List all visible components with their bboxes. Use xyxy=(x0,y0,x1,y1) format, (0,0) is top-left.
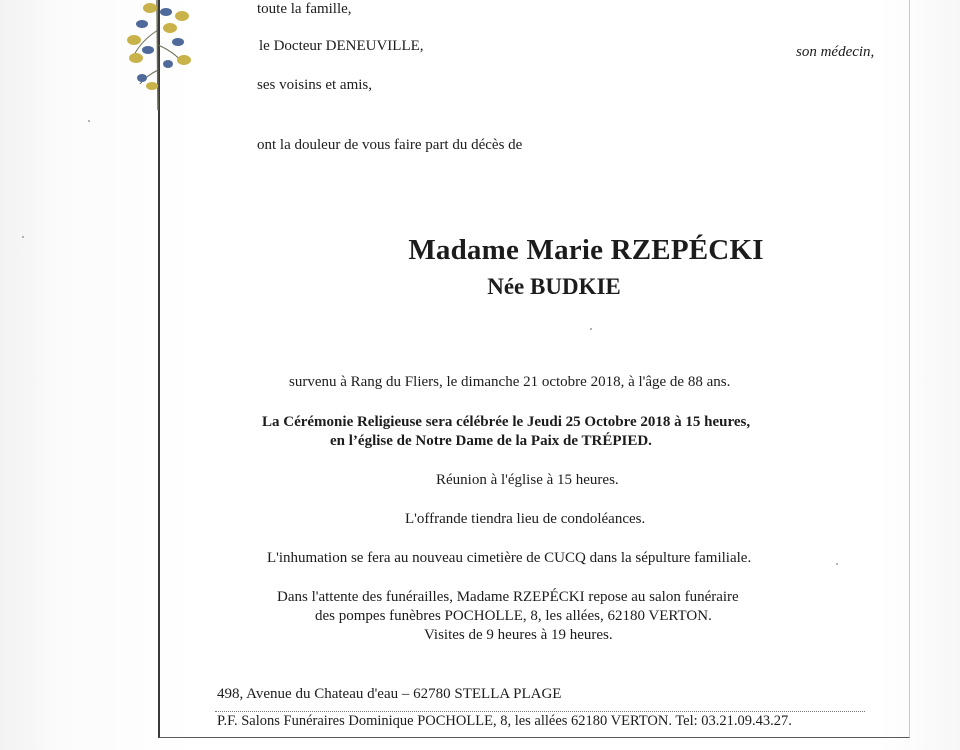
scan-speck xyxy=(22,236,24,238)
rest-line-2: des pompes funèbres POCHOLLE, 8, les allées, 62180 VERTON. xyxy=(315,608,712,624)
family-address: 498, Avenue du Chateau d'eau – 62780 STELLA PLAGE xyxy=(217,686,562,702)
rest-line-1: Dans l'attente des funérailles, Madame RZEPÉCKI repose au salon funéraire xyxy=(277,589,739,605)
intro-line: ont la douleur de vous faire part du décès de xyxy=(257,137,523,153)
scan-speck xyxy=(590,328,592,330)
scan-speck xyxy=(836,563,838,565)
offering-info: L'offrande tiendra lieu de condoléances. xyxy=(405,511,646,527)
ceremony-line-1: La Cérémonie Religieuse sera célébrée le Jeudi 25 Octobre 2018 à 15 heures, xyxy=(262,414,751,430)
scan-speck xyxy=(88,120,90,122)
neighbors-line: ses voisins et amis, xyxy=(257,77,372,93)
ceremony-line-2: en l’église de Notre Dame de la Paix de TRÉPIED. xyxy=(330,433,652,449)
death-info: survenu à Rang du Fliers, le dimanche 21 octobre 2018, à l'âge de 88 ans. xyxy=(289,374,731,390)
meeting-info: Réunion à l'église à 15 heures. xyxy=(436,472,619,488)
visits-info: Visites de 9 heures à 19 heures. xyxy=(424,627,613,643)
maiden-name: Née BUDKIE xyxy=(487,274,621,299)
doctor-line: le Docteur DENEUVILLE, xyxy=(259,38,424,54)
flower-branch-icon xyxy=(112,0,202,110)
funeral-home-footer: P.F. Salons Funéraires Dominique POCHOLLE, 8, les allées 62180 VERTON. Tel: 03.21.09.43.27. xyxy=(217,713,792,729)
family-line: toute la famille, xyxy=(257,1,352,17)
burial-info: L'inhumation se fera au nouveau cimetière de CUCQ dans la sépulture familiale. xyxy=(267,550,752,566)
deceased-name: Madame Marie RZEPÉCKI xyxy=(408,234,764,266)
doctor-role: son médecin, xyxy=(796,44,875,60)
